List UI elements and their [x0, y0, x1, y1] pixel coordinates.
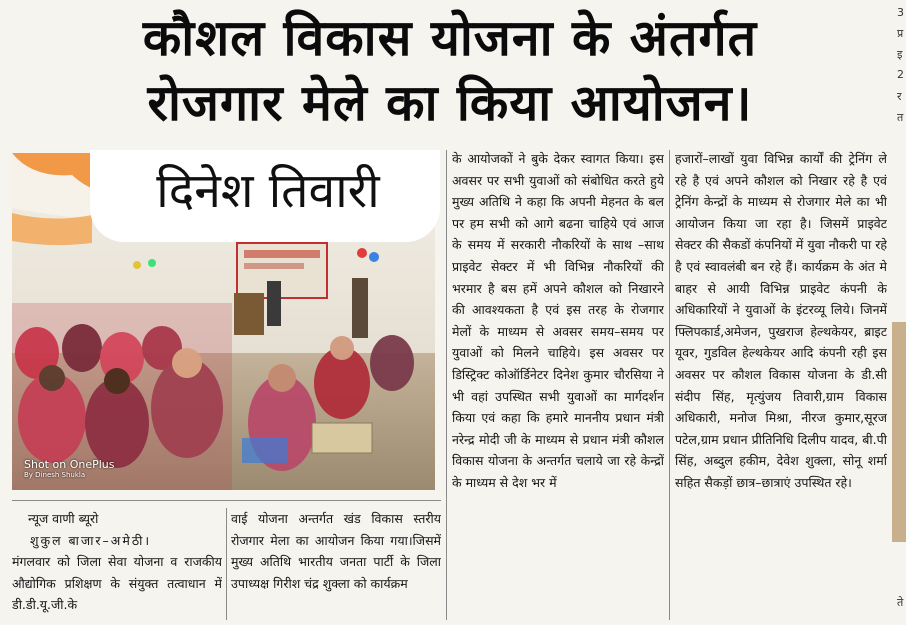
article-paragraph: हजारों–लाखों युवा विभिन्न कार्यों की ट्रेनिंग ले रहे है एवं अपने कौशल को निखार रहे है एवं ट्रेनिंग केन्द्रों के माध्यम से रोजगार मेले का भी आयोजन किया जा रहा है। जिसमें प्राइवेट सेक्टर की सैकडों कंपनियों में युवा नौकरी पा रहे है एवं स्वावलंबी बन रहे हैं। कार्यक्रम के अंत मे बाहर से आयी विभिन्न प्राइवेट कंपनी के अधिकारियों ने युवाओं के इंटरव्यू लिये। जिनमें फ्लिपकार्ड,अमेजन, पुखराज हेल्थकेयर, ब्राइट यूवर, गुडविल हेल्थकेयर आदि कंपनी रही इस अवसर पर कौशल विकास योजना के डी.सी संदीप सिंह, मृत्युंजय तिवारी,ग्राम विकास अधिकारी, मनोज मिश्रा, नीरज कुमार,सूरज पटेल,ग्राम प्रधान प्रीतिनिधि दिलीप यादव, बी.पी सिंह, अब्दुल हकीम, देवेश शुक्ला, सोनू शर्मा सहित सैकड़ों छात्र–छात्राएं उपस्थित रहे।: [675, 151, 887, 490]
dateline-bureau: न्यूज वाणी ब्यूरो: [28, 511, 99, 526]
edge-fragment: ते: [897, 596, 904, 609]
column-divider: [226, 508, 227, 620]
photo-watermark-credit: By Dinesh Shukla: [24, 471, 86, 479]
headline-line-1: कौशल विकास योजना के अंतर्गत: [142, 9, 758, 67]
byline-reporter-name: दिनेश तिवारी: [156, 163, 380, 219]
article-column-2: [231, 508, 441, 620]
column-divider: [669, 150, 670, 620]
edge-fragment: इ: [897, 48, 903, 61]
article-column-4: [675, 148, 887, 620]
headline-line-2: रोजगार मेले का किया आयोजन।: [147, 74, 753, 132]
column-divider: [446, 150, 447, 620]
article-column-3: [452, 148, 664, 620]
photo-watermark: [24, 458, 114, 479]
photo-watermark-text: Shot on OnePlus: [24, 458, 115, 471]
edge-fragment: प्र: [897, 27, 904, 40]
article-paragraph: वाई योजना अन्तर्गत खंड विकास स्तरीय रोजगार मेला का आयोजन किया गया।जिसमें मुख्य अतिथि भारतीय जनता पार्टी के जिला उपाध्यक्ष गिरीश चंद्र शुक्ला को कार्यक्रम: [231, 511, 441, 591]
article-paragraph: मंगलवार को जिला सेवा योजना व राजकीय औद्योगिक प्रशिक्षण के संयुक्त तत्वाधान में डी.डी.यू.जी.के: [12, 554, 222, 613]
dateline-place: शुकुल बाजार–अमेठी।: [30, 532, 152, 548]
edge-fragment: 2: [897, 68, 904, 81]
edge-fragment: 3: [897, 6, 904, 19]
photo-divider: [12, 500, 441, 501]
edge-fragment: त: [897, 111, 904, 124]
article-paragraph: के आयोजकों ने बुके देकर स्वागत किया। इस अवसर पर सभी युवाओं को संबोधित करते हुये मुख्य अतिथि ने कहा कि अपनी मेहनत के बल पर हम सभी को आगे बढना चाहिये एवं आज के समय में सरकारी नौकरियों के साथ –साथ प्राइवेट सेक्टर में भी विभिन्न नौकरियों की भरमार है बस हमें अपने कौशल को निखारने की आवश्यकता है एवं इस तरह के रोजगार मेलों के माध्यम से अवसर समय–समय पर युवाओं को मिलने चाहिये। इस अवसर पर डिस्ट्रिक्ट कोऑर्डिनेटर दिनेश कुमार चौरसिया ने भी वहां उपस्थित सभी युवाओं का मार्गदर्शन किया एवं कहा कि हमारे माननीय प्रधान मंत्री नरेन्द्र मोदी जी के माध्यम से प्रधान मंत्री कौशल विकास योजना के अन्तर्गत चलाये जा रहे केन्द्रों के माध्यम से देश भर में: [452, 151, 664, 490]
adjacent-photo-edge: [892, 322, 906, 542]
article-column-1: [12, 508, 222, 620]
edge-fragment: र: [897, 90, 902, 103]
